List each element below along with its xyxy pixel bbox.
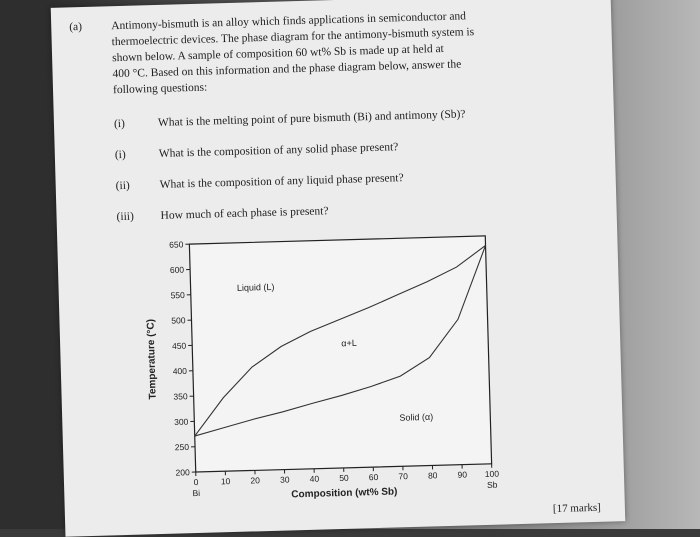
x-tick-label: 40 <box>310 474 320 484</box>
x-end-label-right: Sb <box>487 480 498 490</box>
intro-line: 400 °C. Based on this information and the phase diagram below, answer the <box>112 54 532 82</box>
x-tick-label: 50 <box>339 473 349 483</box>
sub-question-number: (i) <box>114 117 158 130</box>
y-tick-label: 300 <box>174 417 189 427</box>
sub-question-number: (i) <box>115 148 159 161</box>
intro-line: thermoelectric devices. The phase diagram for the antimony-bismuth system is <box>111 23 531 51</box>
sub-question <box>115 141 399 161</box>
sub-question <box>116 205 328 223</box>
y-axis-label: Temperature (°C) <box>145 319 158 400</box>
x-tick-label: 100 <box>485 469 500 479</box>
y-tick-label: 550 <box>170 290 185 300</box>
y-tick-label: 350 <box>173 391 188 401</box>
region-label: Liquid (L) <box>237 282 275 293</box>
sub-question-text: How much of each phase is present? <box>160 205 328 222</box>
x-end-label-left: Bi <box>192 488 200 498</box>
question-intro <box>111 7 533 99</box>
region-label: Solid (α) <box>399 412 433 423</box>
y-tick-label: 600 <box>170 265 185 275</box>
region-label: α+L <box>341 338 357 348</box>
intro-line: following questions: <box>113 70 533 98</box>
x-tick-label: 80 <box>428 470 438 480</box>
sub-question-text: What is the composition of any solid phase present? <box>159 141 399 160</box>
exam-paper <box>51 0 626 537</box>
y-tick-label: 450 <box>172 341 187 351</box>
x-tick-label: 20 <box>250 475 260 485</box>
x-axis-label: Composition (wt% Sb) <box>291 486 397 500</box>
marks-label: [17 marks] <box>553 502 601 515</box>
x-tick-label: 90 <box>457 469 467 479</box>
sub-question <box>114 108 466 130</box>
sub-question <box>116 172 404 192</box>
x-tick-label: 0 <box>194 477 199 487</box>
y-tick-label: 200 <box>175 467 190 477</box>
x-tick-label: 70 <box>398 471 408 481</box>
x-tick-label: 30 <box>280 474 290 484</box>
y-tick-label: 250 <box>175 442 190 452</box>
sub-question-number: (ii) <box>116 179 160 192</box>
question-label: (a) <box>69 19 82 35</box>
intro-line: Antimony-bismuth is an alloy which finds applications in semiconductor and <box>111 7 531 35</box>
y-tick-label: 650 <box>169 239 184 249</box>
x-tick-label: 60 <box>369 472 379 482</box>
x-tick-label: 10 <box>221 476 231 486</box>
intro-line: shown below. A sample of composition 60 wt% Sb is made up at held at <box>112 39 532 67</box>
y-tick-label: 500 <box>171 315 186 325</box>
phase-diagram <box>117 227 524 510</box>
sub-question-number: (iii) <box>116 210 160 223</box>
sub-question-text: What is the melting point of pure bismuth (Bi) and antimony (Sb)? <box>158 108 466 129</box>
y-tick-label: 400 <box>173 366 188 376</box>
plot-frame <box>189 236 491 472</box>
sub-question-text: What is the composition of any liquid phase present? <box>160 172 404 191</box>
